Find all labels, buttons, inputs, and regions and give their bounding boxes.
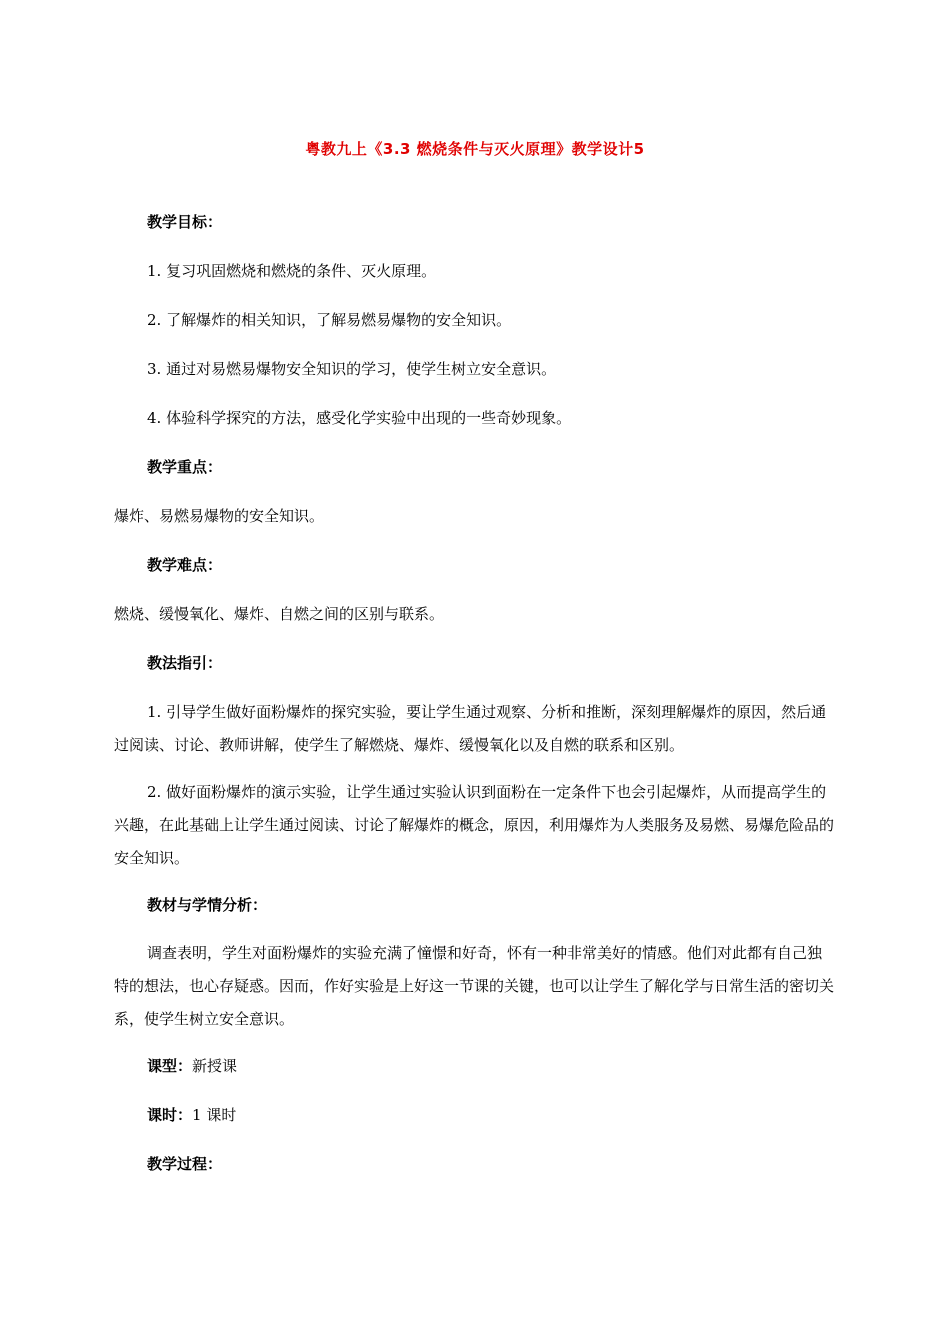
document-body	[114, 210, 836, 1176]
lesson-hours-label: 课时：	[147, 1106, 193, 1124]
key-points-text: 爆炸、易燃易爆物的安全知识。	[114, 507, 325, 525]
objective-item-1: 1. 复习巩固燃烧和燃烧的条件、灭火原理。	[147, 262, 437, 280]
objectives-heading: 教学目标：	[147, 213, 223, 231]
difficulties-text: 燃烧、缓慢氧化、爆炸、自燃之间的区别与联系。	[114, 605, 445, 623]
document-title: 粤教九上《3.3 燃烧条件与灭火原理》教学设计5	[305, 140, 645, 158]
lesson-type-value: 新授课	[192, 1057, 238, 1075]
objective-item-4: 4. 体验科学探究的方法，感受化学实验中出现的一些奇妙现象。	[147, 409, 572, 427]
objective-item-3: 3. 通过对易燃易爆物安全知识的学习，使学生树立安全意识。	[147, 360, 557, 378]
key-points-heading: 教学重点：	[147, 458, 223, 476]
method-item-1: 1. 引导学生做好面粉爆炸的探究实验，要让学生通过观察、分析和推断，深刻理解爆炸的原因，然后通过阅读、讨论、教师讲解，使学生了解燃烧、爆炸、缓慢氧化以及自燃的联系和区别。	[114, 703, 827, 754]
process-heading: 教学过程：	[147, 1155, 223, 1173]
analysis-heading: 教材与学情分析：	[147, 896, 268, 914]
difficulties-heading: 教学难点：	[147, 556, 223, 574]
lesson-type-line	[147, 1054, 836, 1078]
method-item-2: 2. 做好面粉爆炸的演示实验，让学生通过实验认识到面粉在一定条件下也会引起爆炸，从而提高学生的兴趣，在此基础上让学生通过阅读、讨论了解爆炸的概念，原因，利用爆炸为人类服务及易燃、易爆危险品的安全知识。	[114, 783, 835, 867]
lesson-type-label: 课型：	[147, 1057, 193, 1075]
objective-item-2: 2. 了解爆炸的相关知识，了解易燃易爆物的安全知识。	[147, 311, 512, 329]
lesson-hours-value: 1 课时	[192, 1106, 237, 1124]
lesson-hours-line	[147, 1103, 836, 1127]
method-heading: 教法指引：	[147, 654, 223, 672]
analysis-text: 调查表明，学生对面粉爆炸的实验充满了憧憬和好奇，怀有一种非常美好的情感。他们对此都有自己独特的想法，也心存疑惑。因而，作好实验是上好这一节课的关键，也可以让学生了解化学与日常生活的密切关系，使学生树立安全意识。	[114, 944, 835, 1028]
